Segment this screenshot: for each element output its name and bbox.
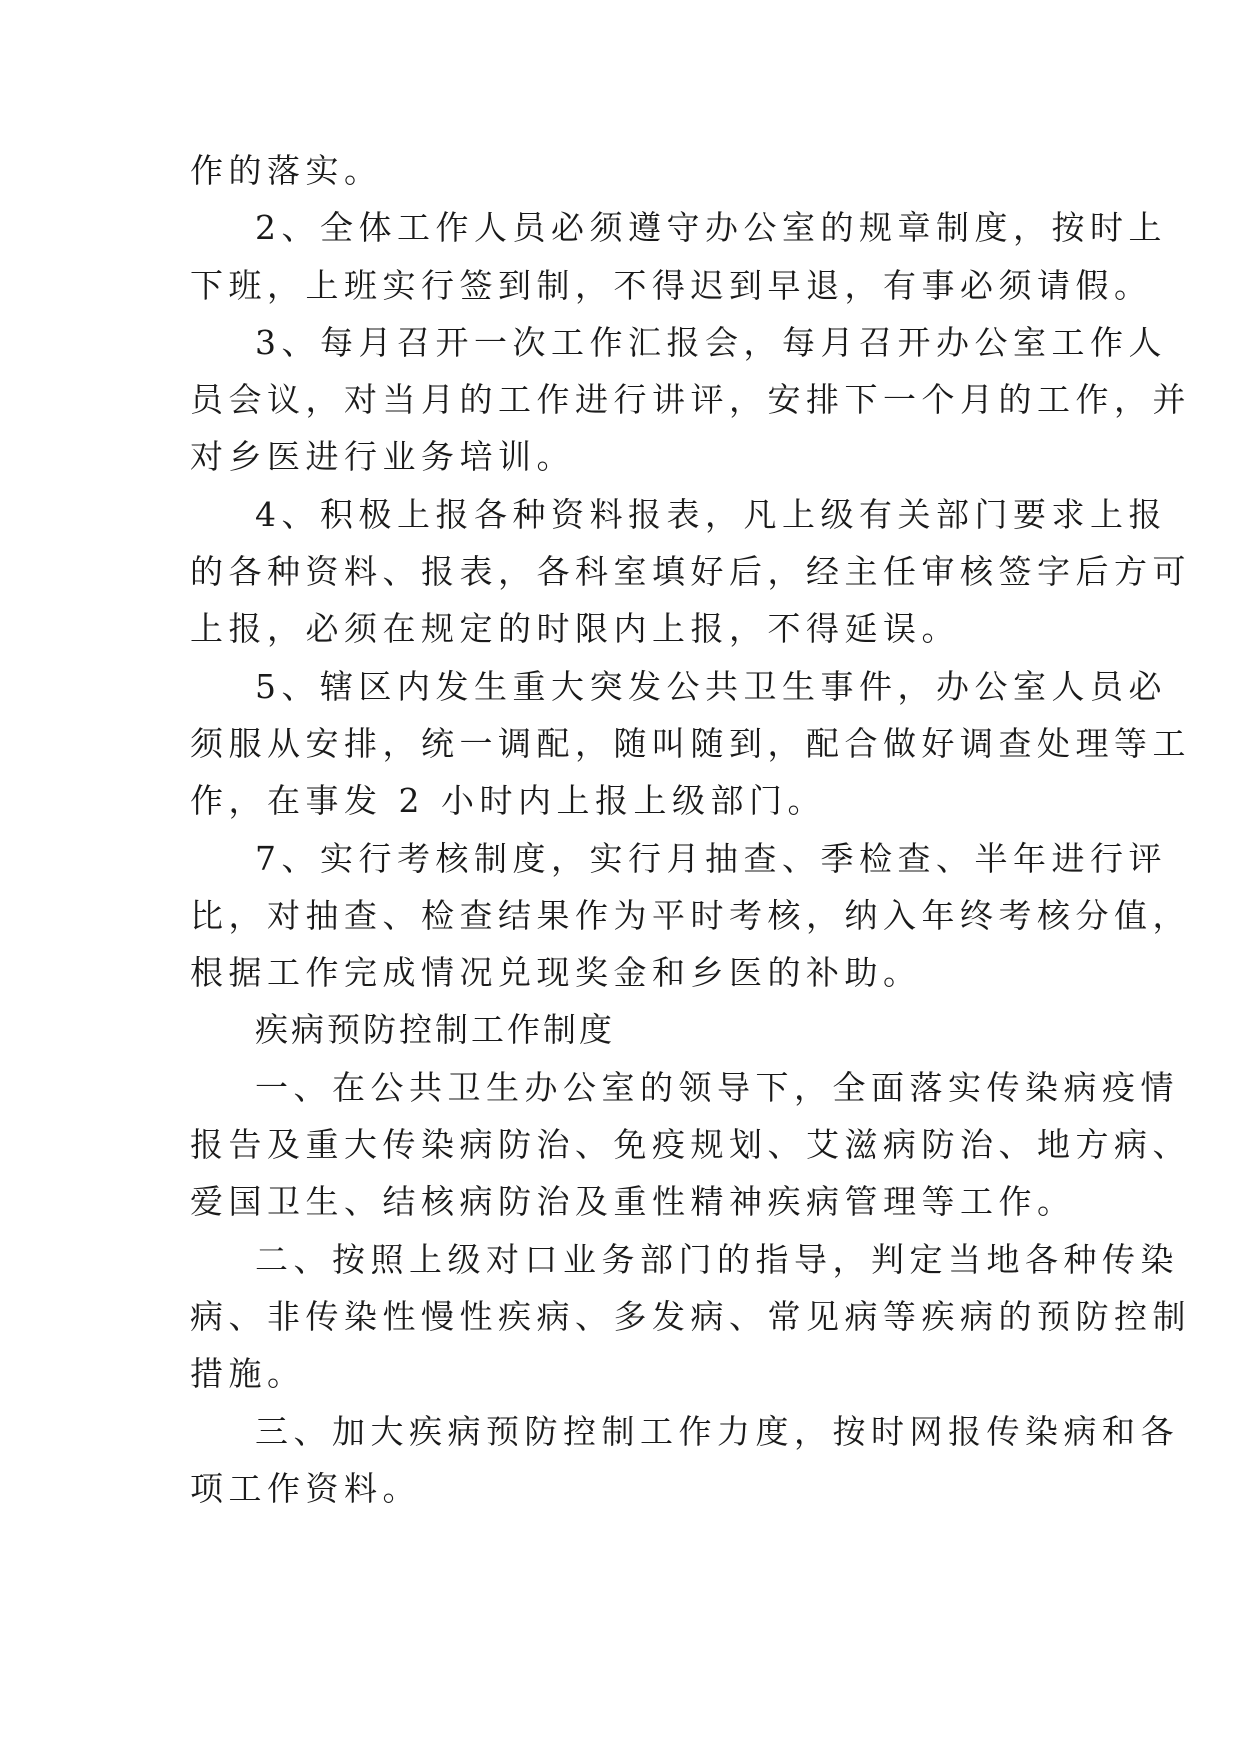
text-line-1: 作的落实。 <box>190 151 383 190</box>
item-2-line-1: 2、全体工作人员必须遵守办公室的规章制度，按时上 <box>255 208 1167 248</box>
clause-2-line-1: 二、按照上级对口业务部门的指导，判定当地各种传染 <box>255 1239 1179 1279</box>
item-3-line-1: 3、每月召开一次工作汇报会，每月召开办公室工作人 <box>255 322 1167 362</box>
clause-1-line-2: 报告及重大传染病防治、免疫规划、艾滋病防治、地方病、 <box>190 1125 1191 1165</box>
item-7-line-3: 根据工作完成情况兑现奖金和乡医的补助。 <box>190 953 922 993</box>
item-4-line-3: 上报，必须在规定的时限内上报，不得延误。 <box>190 609 960 649</box>
item-7-line-1: 7、实行考核制度，实行月抽查、季检查、半年进行评 <box>255 838 1167 878</box>
clause-3-line-2: 项工作资料。 <box>190 1468 421 1508</box>
item-5-line-2: 须服从安排，统一调配，随叫随到，配合做好调查处理等工 <box>190 723 1191 763</box>
item-4-line-1: 4、积极上报各种资料报表，凡上级有关部门要求上报 <box>255 494 1167 534</box>
clause-1-line-1: 一、在公共卫生办公室的领导下，全面落实传染病疫情 <box>255 1067 1179 1107</box>
clause-2-line-3: 措施。 <box>190 1354 306 1394</box>
item-2-line-2: 下班，上班实行签到制，不得迟到早退，有事必须请假。 <box>190 265 1153 305</box>
item-7-line-2: 比，对抽查、检查结果作为平时考核，纳入年终考核分值， <box>190 895 1191 935</box>
item-4-line-2: 的各种资料、报表，各科室填好后，经主任审核签字后方可 <box>190 552 1191 592</box>
item-5-line-3: 作，在事发 2 小时内上报上级部门。 <box>190 781 826 821</box>
document-body <box>190 142 1191 1517</box>
item-5-line-1: 5、辖区内发生重大突发公共卫生事件，办公室人员必 <box>255 666 1167 706</box>
clause-2-line-2: 病、非传染性慢性疾病、多发病、常见病等疾病的预防控制 <box>190 1296 1191 1336</box>
section-heading: 疾病预防控制工作制度 <box>255 1010 615 1050</box>
item-3-line-3: 对乡医进行业务培训。 <box>190 437 575 477</box>
clause-3-line-1: 三、加大疾病预防控制工作力度，按时网报传染病和各 <box>255 1411 1179 1451</box>
item-3-line-2: 员会议，对当月的工作进行讲评，安排下一个月的工作，并 <box>190 380 1191 420</box>
clause-1-line-3: 爱国卫生、结核病防治及重性精神疾病管理等工作。 <box>190 1182 1076 1222</box>
